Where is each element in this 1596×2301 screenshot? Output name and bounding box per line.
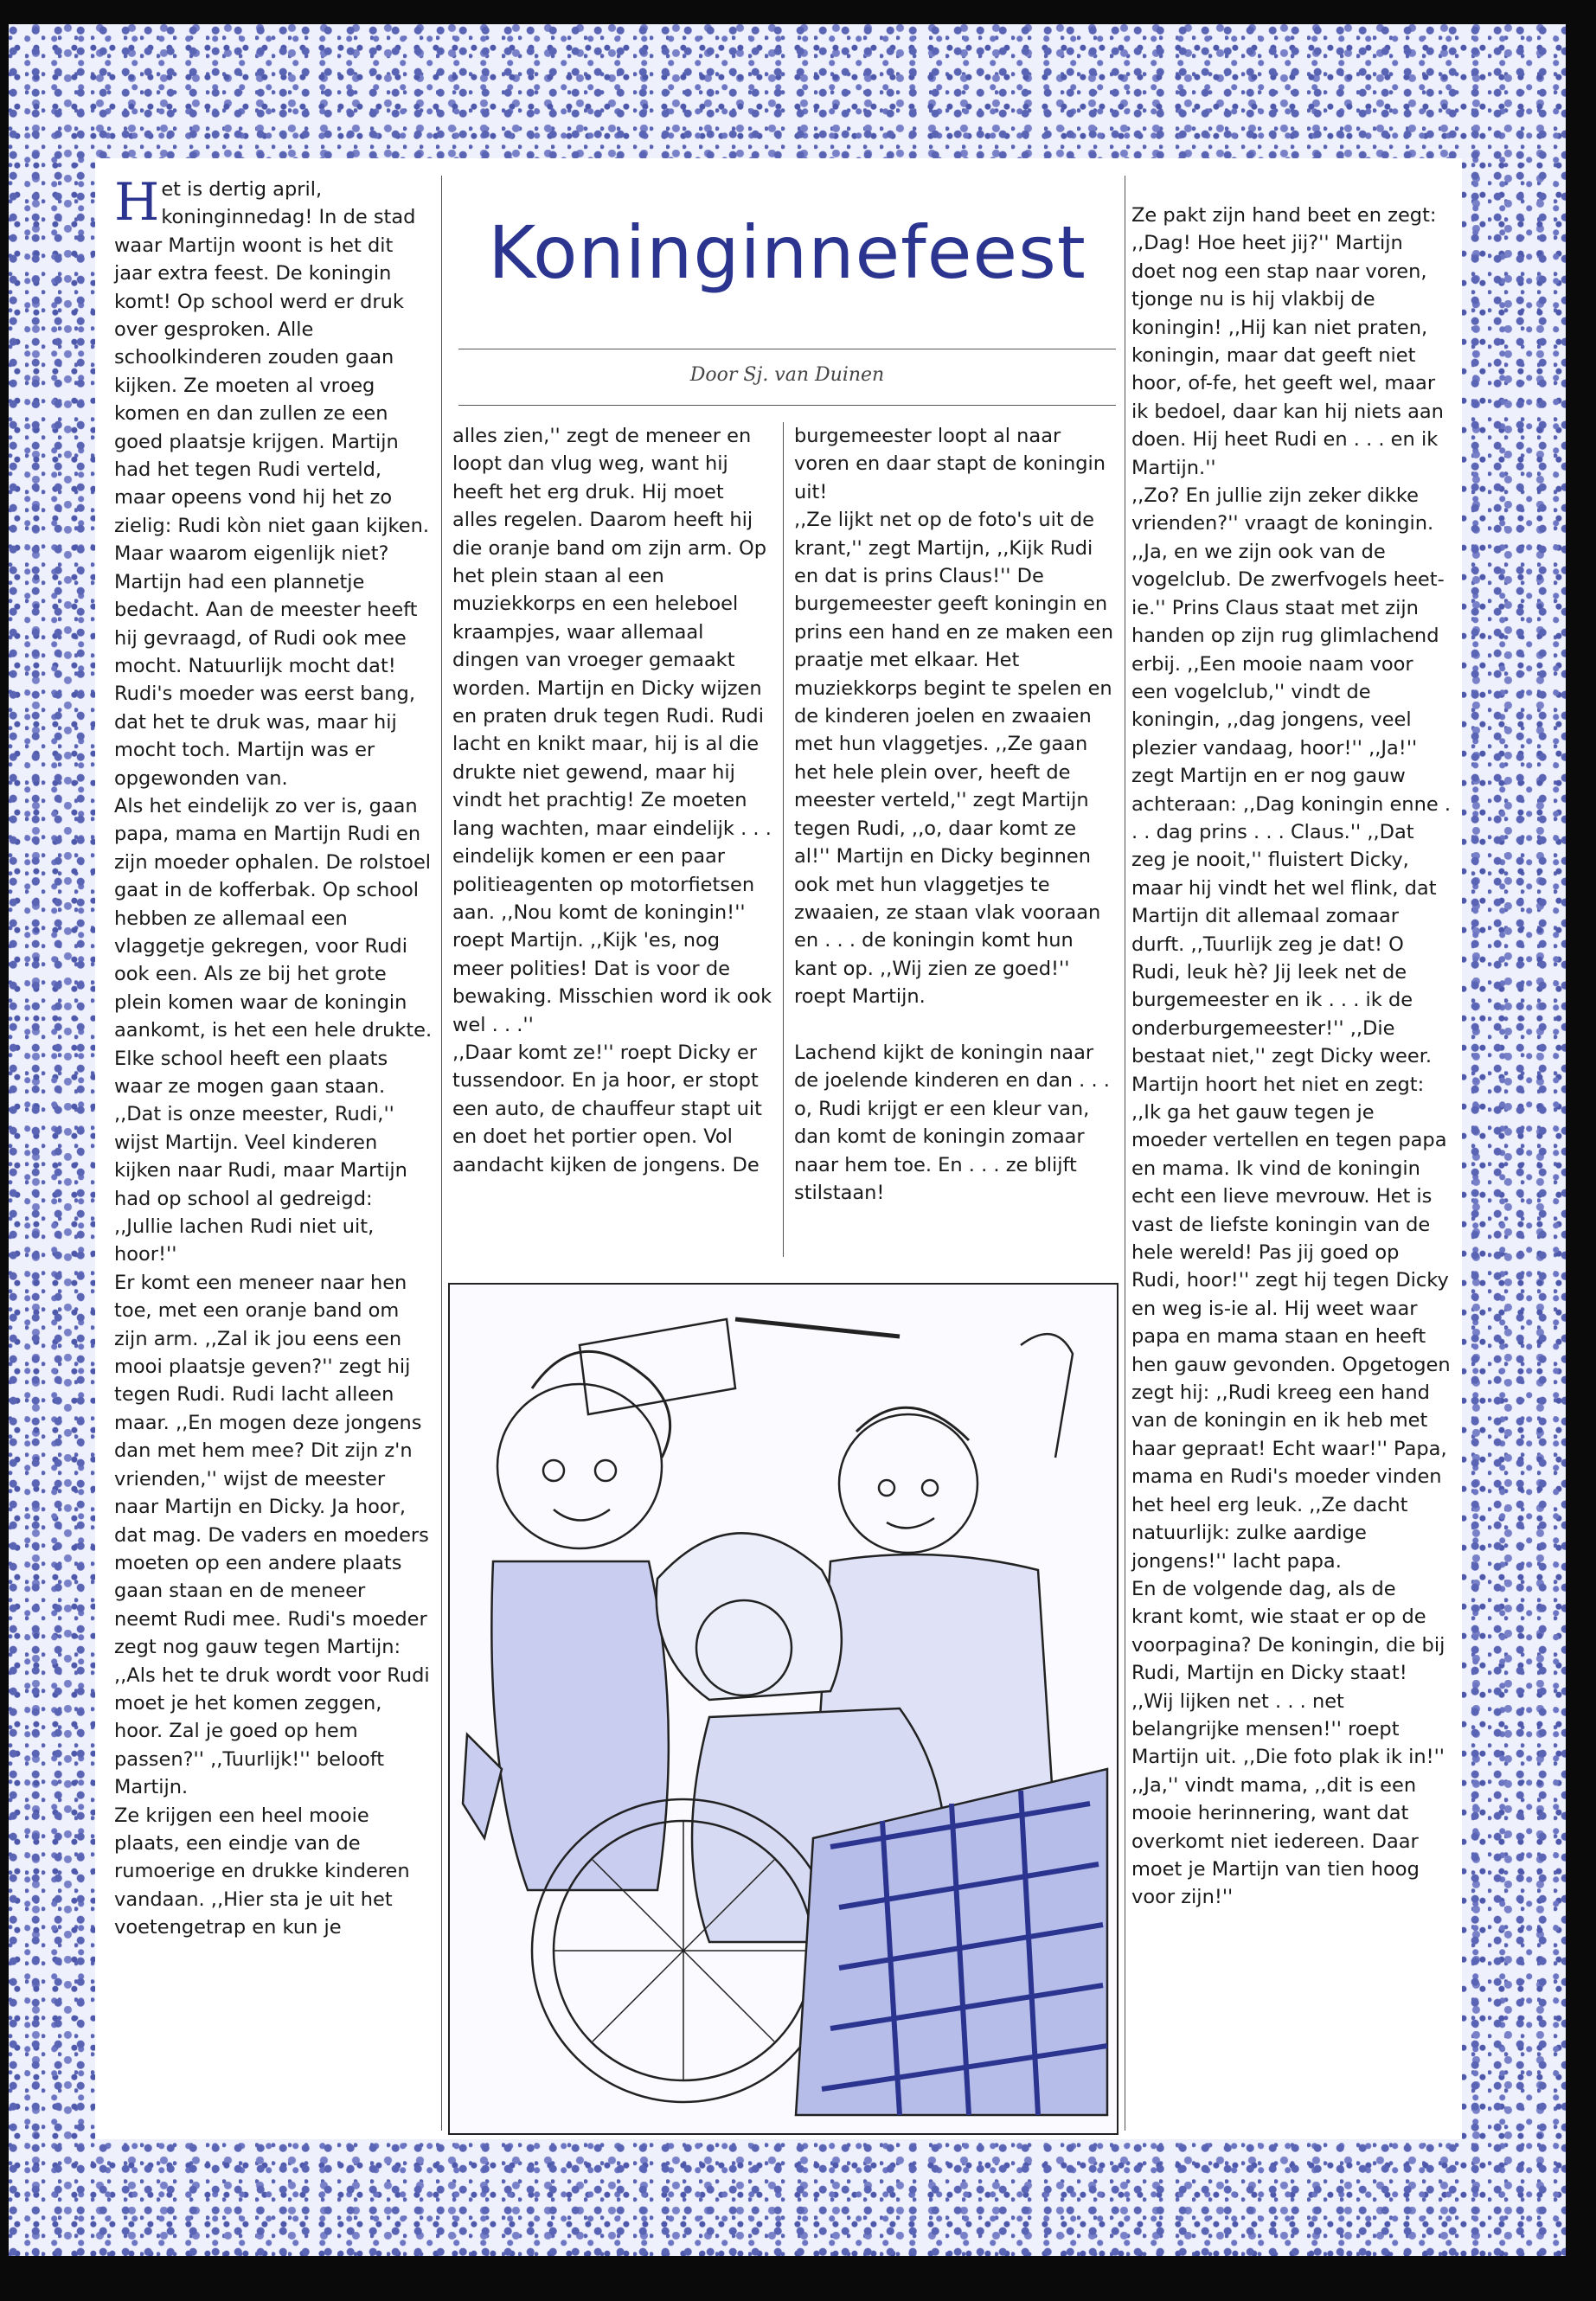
article-title: Koninginnefeest [488, 210, 1086, 295]
article-byline: Door Sj. van Duinen [689, 364, 885, 386]
byline-rule [458, 405, 1116, 406]
patterned-page-border [9, 24, 1566, 2256]
article-column-1 [114, 172, 434, 1942]
drop-cap: H [114, 172, 160, 233]
article-panel [95, 158, 1462, 2139]
article-column-3: burgemeester loopt al naar voren en daar stapt de koningin uit! ,,Ze lijkt net op de foto's uit de krant,'' zegt Martijn, ,,Kijk Rudi en dat is prins Claus!'' De burgemeester geeft koningin en prins een hand en ze maken een praatje met elkaar. Het muziekkorps begint te spelen en de kinderen joelen en zwaaien met hun vlaggetjes. ,,Ze gaan het hele plein over, heeft de meester verteld,'' zegt Martijn tegen Rudi, ,,o, daar komt ze al!'' Martijn en Dicky beginnen ook met hun vlaggetjes te zwaaien, ze staan vlak vooraan en . . . de koningin komt hun kant op. ,,Wij zien ze goed!'' roept Martijn. Lachend kijkt de koningin naar de joelende kinderen en dan . . . o, Rudi krijgt er een kleur van, dan komt de koningin zomaar naar hem toe. En . . . ze blijft stilstaan! [794, 425, 1113, 1204]
article-column-1-text: et is dertig april, koninginnedag! In de stad waar Martijn woont is het dit jaar extra feest. De koningin komt! Op school werd er druk over gesproken. Alle schoolkinderen zouden gaan kijken. Ze moeten al vroeg komen en dan zullen ze een goed plaatsje krijgen. Martijn had het tegen Rudi verteld, maar opeens vond hij het zo zielig: Rudi kòn niet gaan kijken. Maar waarom eigenlijk niet? Martijn had een plannetje bedacht. Aan de meester heeft hij gevraagd, of Rudi ook mee mocht. Natuurlijk mocht dat! Rudi's moeder was eerst bang, dat het te druk was, maar hij mocht toch. Martijn was er opgewonden van. Als het eindelijk zo ver is, gaan papa, mama en Martijn Rudi en zijn moeder ophalen. De rolstoel gaat in de kofferbak. Op school hebben ze allemaal een vlaggetje gekregen, voor Rudi ook een. Als ze bij het grote plein komen waar de koningin aankomt, is het een hele drukte. Elke school heeft een plaats waar ze mogen gaan staan. ,,Dat is onze meester, Rudi,'' wijst Martijn. Veel kinderen kijken naar Rudi, maar Martijn had op school al gedreigd: ,,Jullie lachen Rudi niet uit, hoor!'' Er komt een meneer naar hen toe, met een oranje band om zijn arm. ,,Zal ik jou eens een mooi plaatsje geven?'' zegt hij tegen Rudi. Rudi lacht alleen maar. ,,En mogen deze jongens dan met hem mee? Dit zijn z'n vrienden,'' wijst de meester naar Martijn en Dicky. Ja hoor, dat mag. De vaders en moeders moeten op een andere plaats gaan staan en de meneer neemt Rudi mee. Rudi's moeder zegt nog gauw tegen Martijn: ,,Als het te druk wordt voor Rudi moet je het komen zeggen, hoor. Zal je goed op hem passen?'' ,,Tuurlijk!'' belooft Martijn. Ze krijgen een heel mooie plaats, een eindje van de rumoerige en drukke kinderen vandaan. ,,Hier sta je uit het voetengetrap en kun je [114, 178, 433, 1939]
article-column-4: Ze pakt zijn hand beet en zegt: ,,Dag! Hoe heet jij?'' Martijn doet nog een stap naar voren, tjonge nu is hij vlakbij de koningin! ,,Hij kan niet praten, koningin, maar dat geeft niet hoor, of-fe, het geeft wel, maar ik bedoel, daar kan hij niets aan doen. Hij heet Rudi en . . . en ik Martijn.'' ,,Zo? En jullie zijn zeker dikke vrienden?'' vraagt de koningin. ,,Ja, en we zijn ook van de vogelclub. De zwerfvogels heet-ie.'' Prins Claus staat met zijn handen op zijn rug glimlachend erbij. ,,Een mooie naam voor een vogelclub,'' vindt de koningin, ,,dag jongens, veel plezier vandaag, hoor!'' ,,Ja!'' zegt Martijn en er nog gauw achteraan: ,,Dag koningin enne . . . dag prins . . . Claus.'' ,,Dat zeg je nooit,'' fluistert Dicky, maar hij vindt het wel flink, dat Martijn dit allemaal zomaar durft. ,,Tuurlijk zeg je dat! O Rudi, leuk hè? Jij leek net de burgemeester en ik . . . ik de onderburgemeester!'' ,,Die bestaat niet,'' zegt Dicky weer. Martijn hoort het niet en zegt: ,,Ik ga het gauw tegen je moeder vertellen en tegen papa en mama. Ik vind de koningin echt een lieve mevrouw. Het is vast de liefste koningin van de hele wereld! Pas jij goed op Rudi, hoor!'' zegt hij tegen Dicky en weg is-ie al. Hij weet waar papa en mama staan en heeft hen gauw gevonden. Opgetogen zegt hij: ,,Rudi kreeg een hand van de koningin en ik heb met haar gepraat! Echt waar!'' Papa, mama en Rudi's moeder vinden het heel erg leuk. ,,Ze dacht natuurlijk: zulke aardige jongens!'' lacht papa. En de volgende dag, als de krant komt, wie staat er op de voorpagina? De koningin, die bij Rudi, Martijn en Dicky staat! ,,Wij lijken net . . . net belangrijke mensen!'' roept Martijn uit. ,,Die foto plak ik in!'' ,,Ja,'' vindt mama, ,,dit is een mooie herinnering, want dat overkomt niet iedereen. Daar moet je Martijn van tien hoog voor zijn!'' [1131, 204, 1451, 1909]
illustration-children-wheelchair [448, 1283, 1118, 2135]
article-column-2: alles zien,'' zegt de meneer en loopt dan vlug weg, want hij heeft het erg druk. Hij moet alles regelen. Daarom heeft hij die oranje band om zijn arm. Op het plein staan al een muziekkorps en een heleboel kraampjes, waar allemaal dingen van vroeger gemaakt worden. Martijn en Dicky wijzen en praten druk tegen Rudi. Rudi lacht en knikt maar, hij is al die drukte niet gewend, maar hij vindt het prachtig! Ze moeten lang wachten, maar eindelijk . . . eindelijk komen er een paar politieagenten op motorfietsen aan. ,,Nou komt de koningin!'' roept Martijn. ,,Kijk 'es, nog meer polities! Dat is voor de bewaking. Misschien word ik ook wel . . .'' ,,Daar komt ze!'' roept Dicky er tussendoor. En ja hoor, er stopt een auto, de chauffeur stapt uit en doet het portier open. Vol aandacht kijken de jongens. De [452, 425, 772, 1176]
column-divider-1 [441, 176, 442, 2131]
illustration-drawing [450, 1285, 1117, 2133]
column-divider-2 [783, 422, 784, 1257]
